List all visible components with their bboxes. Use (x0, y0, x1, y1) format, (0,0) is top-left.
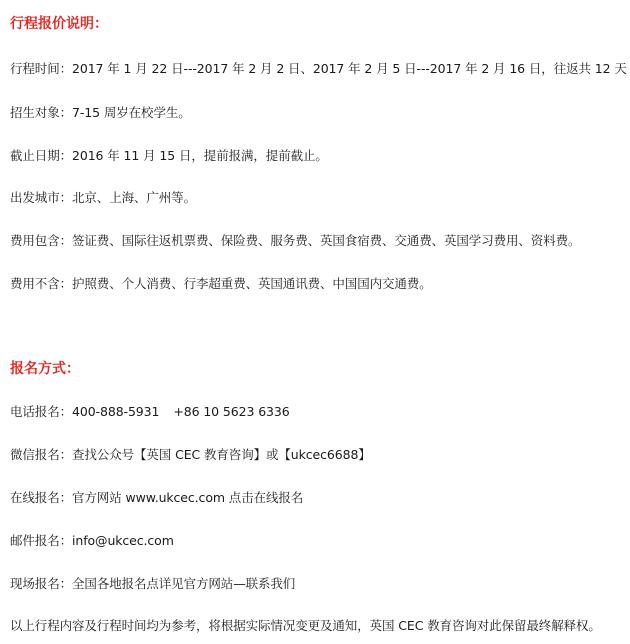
phone-number-primary: 400-888-5931 (72, 404, 160, 419)
wechat-registration-line: 微信报名：查找公众号【英国 CEC 教育咨询】或【ukcec6688】 (10, 447, 371, 462)
phone-registration-line (10, 403, 290, 421)
online-registration-line: 在线报名：官方网站 www.ukcec.com 点击在线报名 (10, 490, 304, 505)
phone-registration-label: 电话报名： (10, 404, 73, 419)
departure-cities-line: 出发城市：北京、上海、广州等。 (10, 190, 197, 205)
phone-number-secondary: +86 10 5623 6336 (173, 404, 290, 419)
fees-included-line: 费用包含：签证费、国际往返机票费、保险费、服务费、英国食宿费、交通费、英国学习费用、资料费。 (10, 233, 581, 248)
deadline-line: 截止日期：2016 年 11 月 15 日，提前报满，提前截止。 (10, 148, 328, 163)
disclaimer-line: 以上行程内容及行程时间均为参考，将根据实际情况变更及通知，英国 CEC 教育咨询对此保留最终解释权。 (10, 618, 601, 633)
registration-methods-heading: 报名方式： (10, 361, 80, 377)
fees-excluded-line: 费用不含：护照费、个人消费、行李超重费、英国通讯费、中国国内交通费。 (10, 276, 432, 291)
target-students-line: 招生对象：7-15 周岁在校学生。 (10, 105, 191, 120)
email-registration-line: 邮件报名：info@ukcec.com (10, 533, 174, 548)
itinerary-pricing-heading: 行程报价说明： (10, 16, 108, 32)
trip-dates-line: 行程时间：2017 年 1 月 22 日---2017 年 2 月 2 日、2017 年 2 月 5 日---2017 年 2 月 16 日，往返共 12 天 (10, 61, 627, 76)
onsite-registration-line: 现场报名：全国各地报名点详见官方网站—联系我们 (10, 576, 296, 591)
